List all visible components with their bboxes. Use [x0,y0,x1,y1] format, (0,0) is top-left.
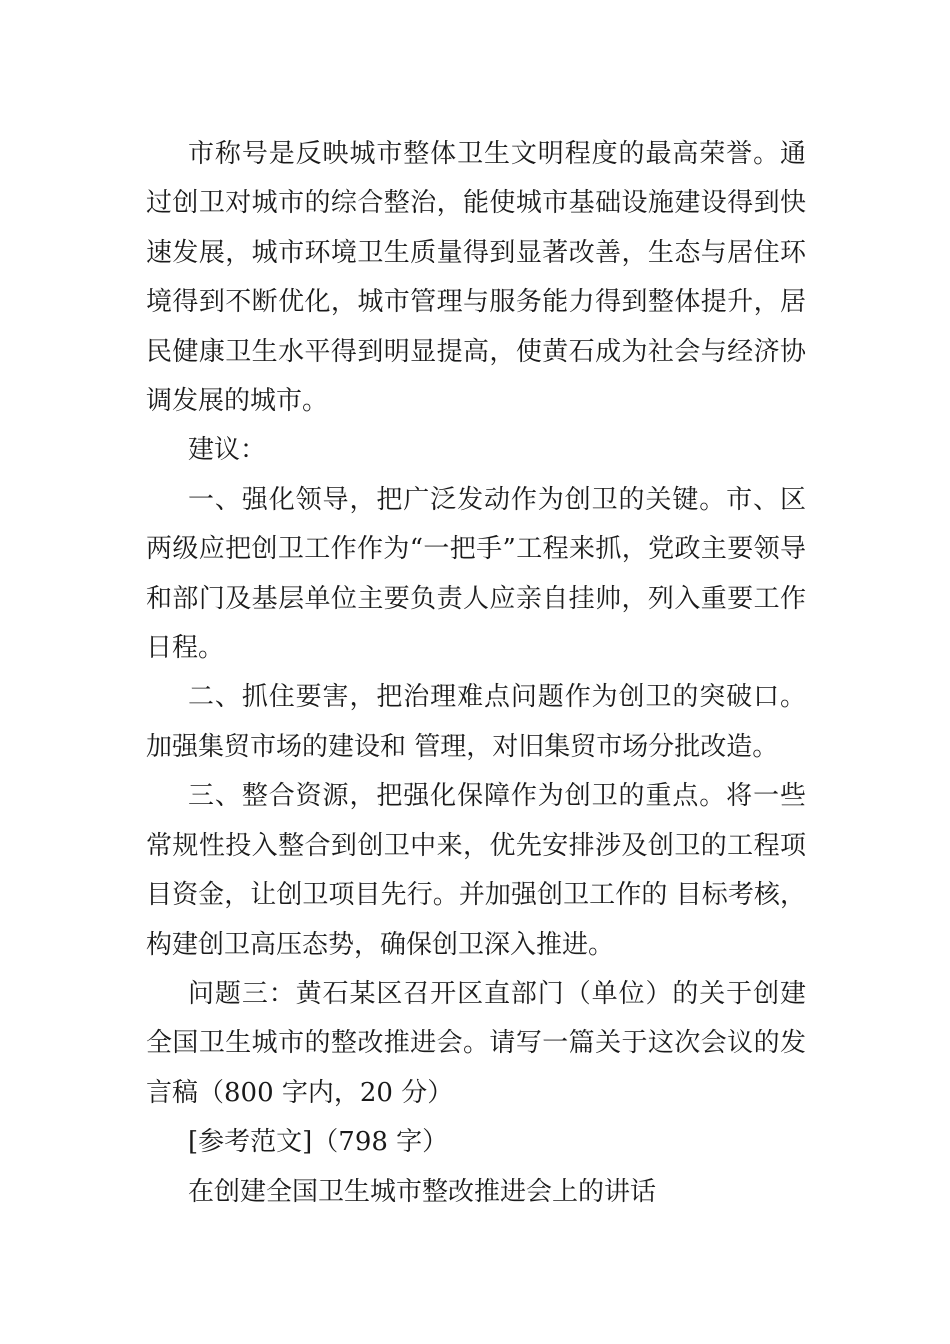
paragraph-suggestions-heading: 建议： [188,435,267,466]
paragraph-suggestion-three: 三、整合资源，把强化保障作为创卫的重点。将一些常规性投入整合到创卫中来，优先安排涉及创卫的工程项目资金，让创卫项目先行。并加强创卫工作的 目标考核，构建创卫高压态势，确保创卫深入推进。 [146,781,806,960]
document-body [146,130,806,1217]
paragraph-suggestion-two: 二、抓住要害，把治理难点问题作为创卫的突破口。加强集贸市场的建设和 管理，对旧集贸市场分批改造。 [146,682,806,762]
paragraph-suggestion-one: 一、强化领导，把广泛发动作为创卫的关键。市、区两级应把创卫工作作为“一把手”工程来抓，党政主要领导和部门及基层单位主要负责人应亲自挂帅，列入重要工作日程。 [146,484,806,664]
paragraph-intro: 市称号是反映城市整体卫生文明程度的最高荣誉。通过创卫对城市的综合整治，能使城市基础设施建设得到快速发展，城市环境卫生质量得到显著改善，生态与居住环境得到不断优化，城市管理与服务能力得到整体提升，居民健康卫生水平得到明显提高，使黄石成为社会与经济协调发展的城市。 [146,139,806,417]
paragraph-question-three: 问题三：黄石某区召开区直部门（单位）的关于创建全国卫生城市的整改推进会。请写一篇关于这次会议的发言稿（800 字内，20 分） [146,978,806,1108]
paragraph-speech-title: 在创建全国卫生城市整改推进会上的讲话 [188,1176,657,1207]
paragraph-reference-label: [参考范文]（798 字） [188,1127,449,1158]
